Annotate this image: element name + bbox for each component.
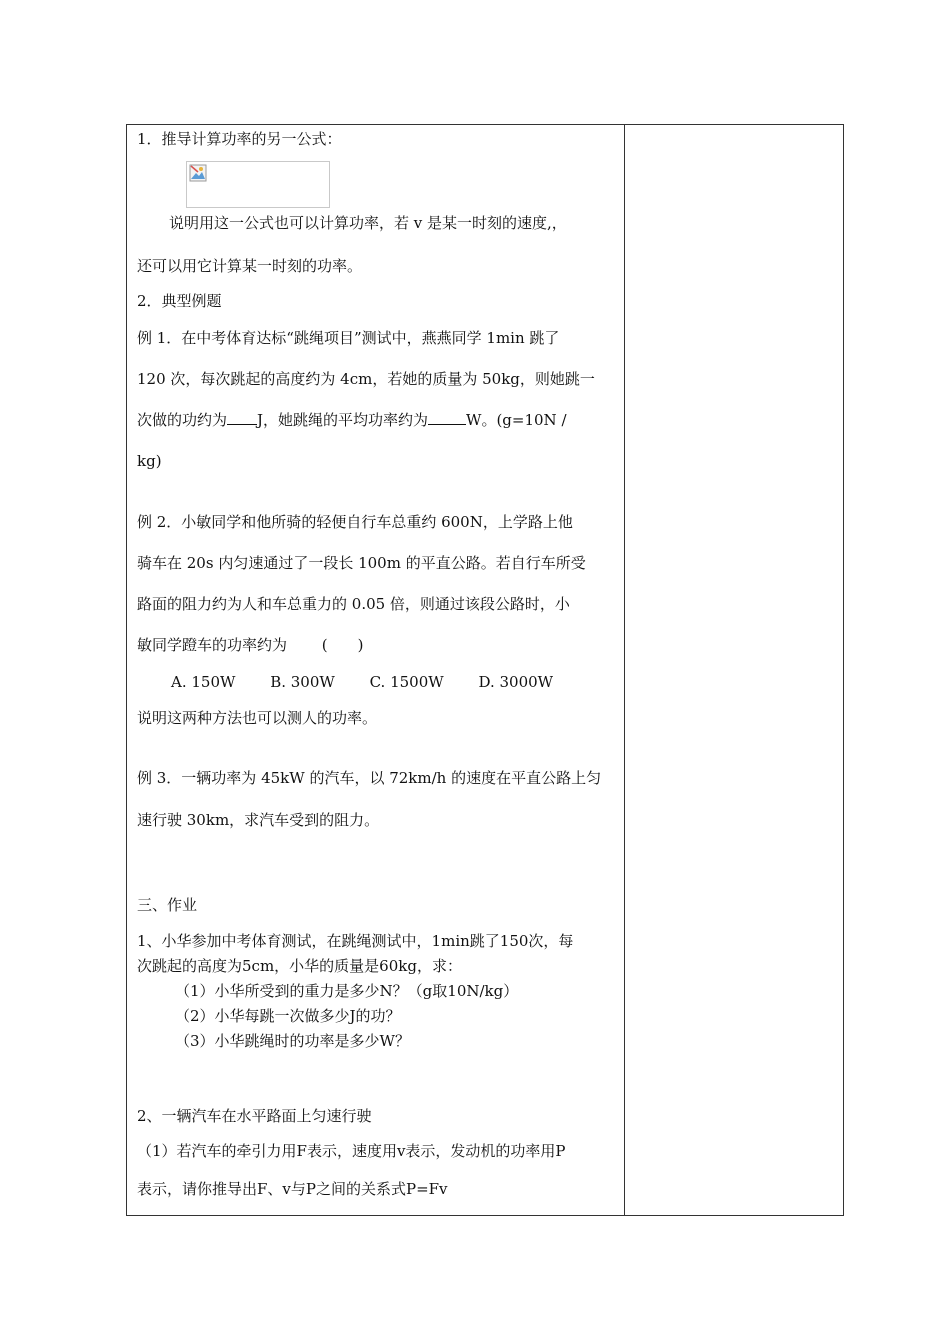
- example2-line-2: 骑车在 20s 内匀速通过了一段长 100m 的平直公路。若自行车所受: [137, 554, 586, 572]
- broken-image-icon: [189, 164, 207, 182]
- lesson-table: [126, 124, 844, 1216]
- answer-blank-j: [227, 410, 257, 425]
- notes-column: [625, 125, 843, 1215]
- item1-title: 1．推导计算功率的另一公式：: [137, 130, 342, 148]
- formula-image: [186, 161, 330, 208]
- homework2-question-1-cont: 表示，请你推导出F、v与P之间的关系式P=Fv: [137, 1180, 448, 1198]
- example1-line-3-part-b: J，她跳绳的平均功率约为: [257, 411, 429, 429]
- option-b: B. 300W: [270, 673, 335, 691]
- example1-line-3-part-a: 次做的功约为: [137, 411, 228, 429]
- homework1-question-1: （1）小华所受到的重力是多少N？（g取10N/kg）: [175, 982, 519, 1000]
- option-c: C. 1500W: [369, 673, 444, 691]
- answer-blank-w: [428, 410, 466, 425]
- example1-line-1: 例 1．在中考体育达标“跳绳项目”测试中，燕燕同学 1min 跳了: [137, 329, 560, 347]
- example3-line-2: 速行驶 30km，求汽车受到的阻力。: [137, 811, 380, 829]
- option-a: A. 150W: [171, 673, 236, 691]
- homework1-question-3: （3）小华跳绳时的功率是多少W？: [175, 1032, 410, 1050]
- example2-line-1: 例 2．小敏同学和他所骑的轻便自行车总重约 600N，上学路上他: [137, 513, 573, 531]
- homework1-line-2: 次跳起的高度为5cm，小华的质量是60kg，求：: [137, 957, 462, 975]
- note-line-2: 还可以用它计算某一时刻的功率。: [137, 257, 363, 275]
- homework2-line-1: 2、一辆汽车在水平路面上匀速行驶: [137, 1107, 372, 1125]
- example1-line-4: kg): [137, 452, 162, 470]
- example2-line-4: 敏同学蹬车的功率约为 ( ): [137, 636, 364, 654]
- example1-line-3: [137, 410, 567, 430]
- content-column: [127, 125, 624, 1215]
- example3-line-1: 例 3．一辆功率为 45kW 的汽车，以 72km/h 的速度在平直公路上匀: [137, 769, 602, 787]
- homework2-question-1: （1）若汽车的牵引力用F表示，速度用v表示，发动机的功率用P: [137, 1142, 566, 1160]
- example2-options: [171, 672, 583, 692]
- homework-title: 三、作业: [137, 896, 198, 914]
- example2-note: 说明这两种方法也可以测人的功率。: [137, 709, 378, 727]
- example2-line-3: 路面的阻力约为人和车总重力的 0.05 倍，则通过该段公路时，小: [137, 595, 570, 613]
- item2-title: 2．典型例题: [137, 292, 222, 310]
- note-line-1: 说明用这一公式也可以计算功率，若 v 是某一时刻的速度,，: [169, 214, 567, 232]
- example1-line-2: 120 次，每次跳起的高度约为 4cm，若她的质量为 50kg，则她跳一: [137, 370, 595, 388]
- homework1-question-2: （2）小华每跳一次做多少J的功？: [175, 1007, 401, 1025]
- homework1-line-1: 1、小华参加中考体育测试，在跳绳测试中，1min跳了150次，每: [137, 932, 574, 950]
- example1-line-3-part-c: W。(g=10N /: [466, 411, 567, 429]
- option-d: D. 3000W: [478, 673, 554, 691]
